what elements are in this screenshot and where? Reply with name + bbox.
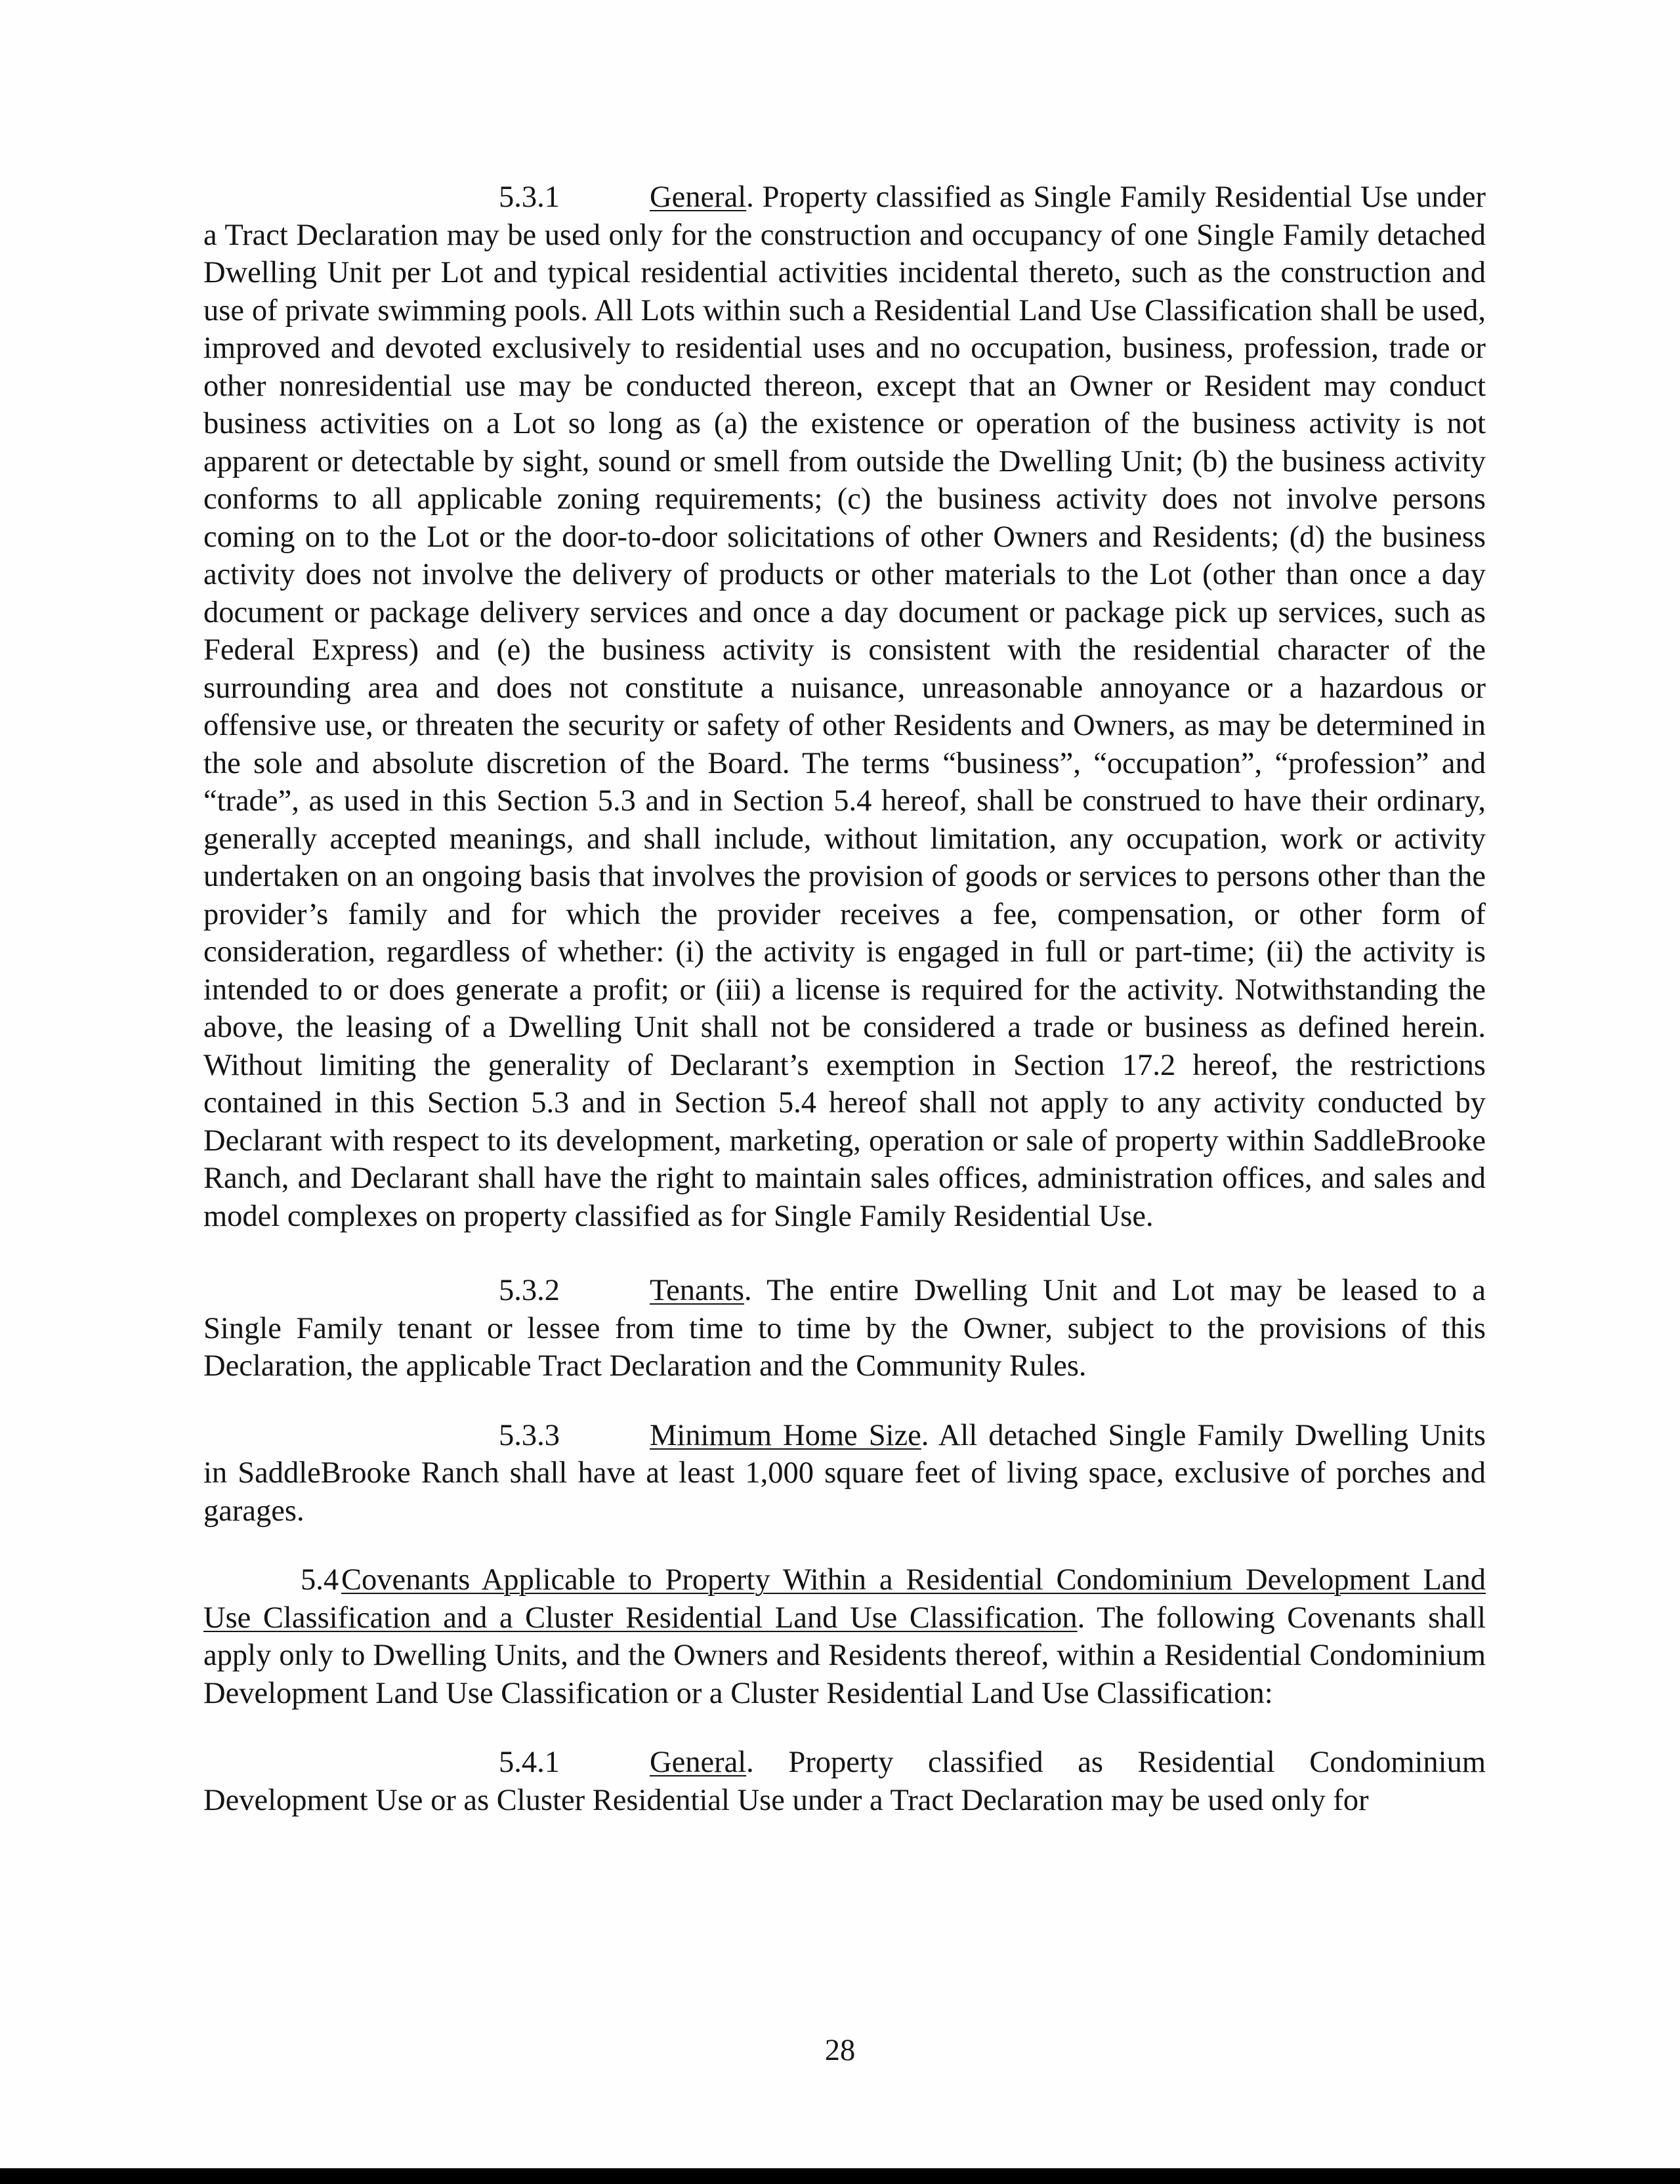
section-body: All detached Single Family Dwelling Units in SaddleBrooke Ranch shall have at least 1,000 square feet of living space, exclusive of porches and garages. [203,1418,1486,1528]
section-body: The entire Dwelling Unit and Lot may be leased to a Single Family tenant or lessee from time to time by the Owner, subject to the provisions of this Declaration, the applicable Tract Declaration and the Community Rules. [203,1274,1486,1383]
heading-punctuation: . [746,1746,754,1779]
scan-bottom-border [0,2168,1680,2184]
section-5-3-2 [203,1272,1486,1385]
section-number: 5.4 [301,1563,339,1597]
section-heading: General [650,1746,747,1779]
section-5-3-1 [203,178,1486,1235]
section-number: 5.3.3 [499,1418,560,1452]
heading-punctuation: . [744,1274,752,1307]
heading-punctuation: . [1077,1601,1085,1635]
page-number: 28 [824,2034,856,2067]
section-body: Property classified as Single Family Residential Use under a Tract Declaration may be used only for the construction and occupancy of one Single Family detached Dwelling Unit per Lot and typical residential activities incidental thereto, such as the construction and use of private swimming pools. All Lots within such a Residential Land Use Classification shall be used, improved and devoted exclusively to residential uses and no occupation, business, profession, trade or other nonresidential use may be conducted thereon, except that an Owner or Resident may conduct business activities on a Lot so long as (a) the existence or operation of the business activity is not apparent or detectable by sight, sound or smell from outside the Dwelling Unit; (b) the business activity conforms to all applicable zoning requirements; (c) the business activity does not involve persons coming on to the Lot or the door-to-door solicitations of other Owners and Residents; (d) the business activity does not involve the delivery of products or other materials to the Lot (other than once a day document or package delivery services and once a day document or package pick up services, such as Federal Express) and (e) the business activity is consistent with the residential character of the surrounding area and does not constitute a nuisance, unreasonable annoyance or a hazardous or offensive use, or threaten the security or safety of other Residents and Owners, as may be determined in the sole and absolute discretion of the Board. The terms “business”, “occupation”, “profession” and “trade”, as used in this Section 5.3 and in Section 5.4 hereof, shall be construed to have their ordinary, generally accepted meanings, and shall include, without limitation, any occupation, work or activity undertaken on an ongoing basis that involves the provision of goods or services to persons other than the provider’s family and for which the provider receives a fee, compensation, or other form of consideration, regardless of whether: (i) the activity is engaged in full or part-time; (ii) the activity is intended to or does generate a profit; or (iii) a license is required for the activity. Notwithstanding the above, the leasing of a Dwelling Unit shall not be considered a trade or business as defined herein. Without limiting the generality of Declarant’s exemption in Section 17.2 hereof, the restrictions contained in this Section 5.3 and in Section 5.4 hereof shall not apply to any activity conducted by Declarant with respect to its development, marketing, operation or sale of property within SaddleBrooke Ranch, and Declarant shall have the right to maintain sales offices, administration offices, and sales and model complexes on property classified as for Single Family Residential Use. [203,180,1486,1233]
section-heading: Tenants [650,1274,744,1307]
heading-punctuation: . [746,180,754,214]
section-heading: General [650,180,747,214]
section-5-4-1 [203,1744,1486,1819]
section-number: 5.3.2 [499,1274,560,1307]
section-body: The following Covenants shall apply only to Dwelling Units, and the Owners and Residents thereof, within a Residential Condominium Development Land Use Classification or a Cluster Residential Land Use Classification: [203,1601,1486,1710]
section-heading: Covenants Applicable to Property Within a Residential Condominium Development Land Use Classification and a Cluster Residential Land Use Classification [203,1563,1486,1635]
section-number: 5.4.1 [499,1746,560,1779]
document-body [203,178,1486,1851]
section-5-3-3 [203,1417,1486,1530]
heading-punctuation: . [921,1418,929,1452]
section-body: Property classified as Residential Condominium Development Use or as Cluster Residential Use under a Tract Declaration may be used only for [203,1746,1486,1817]
section-heading: Minimum Home Size [650,1418,921,1452]
section-5-4 [203,1561,1486,1712]
section-number: 5.3.1 [499,180,560,214]
